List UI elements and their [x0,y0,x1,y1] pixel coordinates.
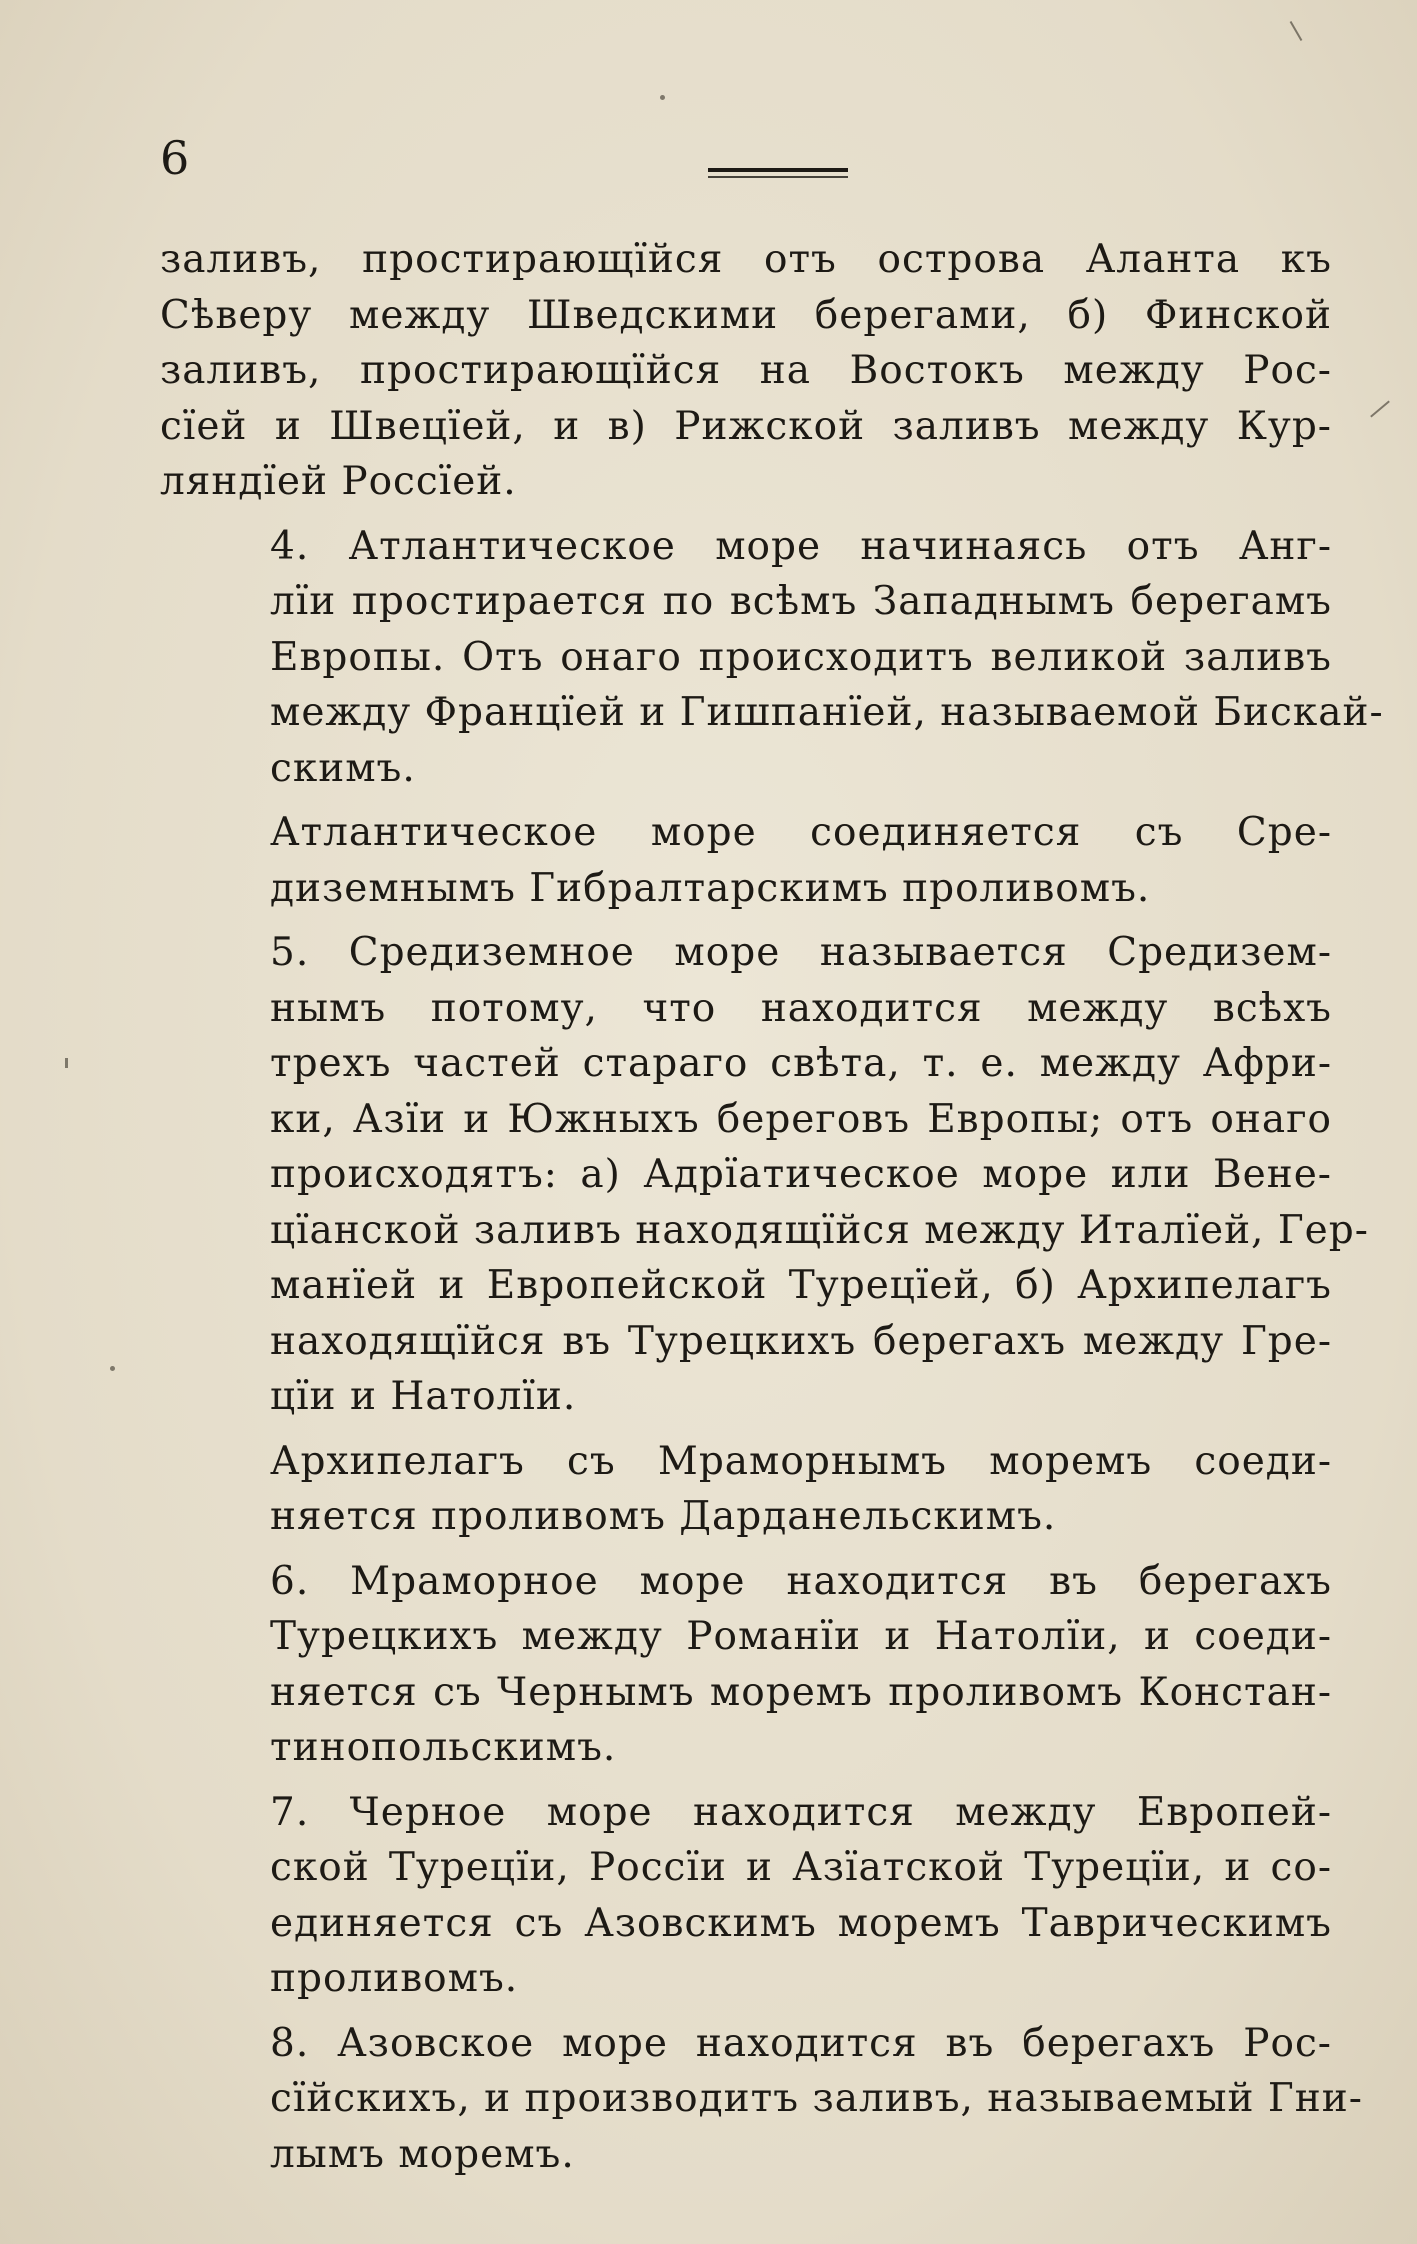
text-line: Атлантическое море соединяется съ Сре- [270,810,1332,855]
text-line: 7. Черное море находится между Европей- [270,1789,1332,1835]
text-line: заливъ, простирающїйся отъ острова Аланта къ [160,237,1332,282]
text-line: заливъ, простирающїйся на Востокъ между Рос- [160,348,1332,393]
scan-speck [1370,401,1390,418]
text-line: трехъ частей стараго свѣта, т. е. между Афри- [270,1041,1332,1086]
text-line: ляндїей Россїей. [160,459,517,504]
text-line: няется съ Чернымъ моремъ проливомъ Констан- [270,1669,1332,1715]
text-line: ки, Азїи и Южныхъ береговъ Европы; отъ онаго [270,1096,1332,1142]
text-line: ской Турецїи, Россїи и Азїатской Турецїи, и со- [270,1845,1332,1890]
paragraph [160,2016,1363,2183]
text-line: манїей и Европейской Турецїей, б) Архипелагъ [270,1263,1332,1308]
text-line: цїанской заливъ находящїйся между Италїей, Гер- [270,1207,1369,1253]
body-text [160,232,1384,2191]
paragraph [160,1434,1332,1545]
text-line: 6. Мраморное море находится въ берегахъ [270,1558,1332,1604]
text-line: лымъ моремъ. [270,2131,575,2177]
text-line: проливомъ. [270,1956,519,2001]
text-line: между Францїей и Гишпанїей, называемой Бискай- [270,690,1384,735]
scan-speck [110,1366,115,1371]
header-rule [708,168,848,182]
text-line: происходятъ: а) Адрїатическое море или Вене- [270,1152,1332,1197]
scan-speck [660,95,665,100]
text-line: няется проливомъ Дарданельскимъ. [270,1494,1057,1539]
text-line: сїей и Швецїей, и в) Рижской заливъ между Кур- [160,403,1332,449]
scan-speck [65,1058,68,1068]
text-line: лїи простирается по всѣмъ Западнымъ берегамъ [270,579,1332,624]
text-line: 8. Азовское море находится въ берегахъ Рос- [270,2020,1332,2066]
paragraph [160,519,1384,797]
text-line: тинопольскимъ. [270,1725,617,1770]
text-line: Архипелагъ съ Мраморнымъ моремъ соеди- [270,1438,1332,1484]
text-line: нымъ потому, что находится между всѣхъ [270,985,1332,1031]
paragraph [160,232,1332,510]
text-line: скимъ. [270,745,416,791]
paragraph [160,1554,1332,1776]
text-line: сїйскихъ, и производитъ заливъ, называемый Гни- [270,2076,1363,2121]
text-line: цїи и Натолїи. [270,1374,577,1419]
text-line: 5. Средиземное море называется Средизем- [270,930,1332,975]
text-line: находящїйся въ Турецкихъ берегахъ между Гре- [270,1318,1332,1364]
paragraph [160,1785,1332,2007]
page-header [0,0,1417,230]
paragraph [160,925,1369,1425]
page-number: 6 [160,131,190,185]
text-line: Сѣверу между Шведскими берегами, б) Финской [160,292,1332,338]
text-line: диземнымъ Гибралтарскимъ проливомъ. [270,865,1151,911]
paragraph [160,805,1332,916]
text-line: 4. Атлантическое море начинаясь отъ Анг- [270,523,1332,569]
text-line: единяется съ Азовскимъ моремъ Таврическимъ [270,1900,1332,1946]
text-line: Европы. Отъ онаго происходитъ великой заливъ [270,634,1332,680]
text-line: Турецкихъ между Романїи и Натолїи, и соеди- [270,1614,1332,1659]
